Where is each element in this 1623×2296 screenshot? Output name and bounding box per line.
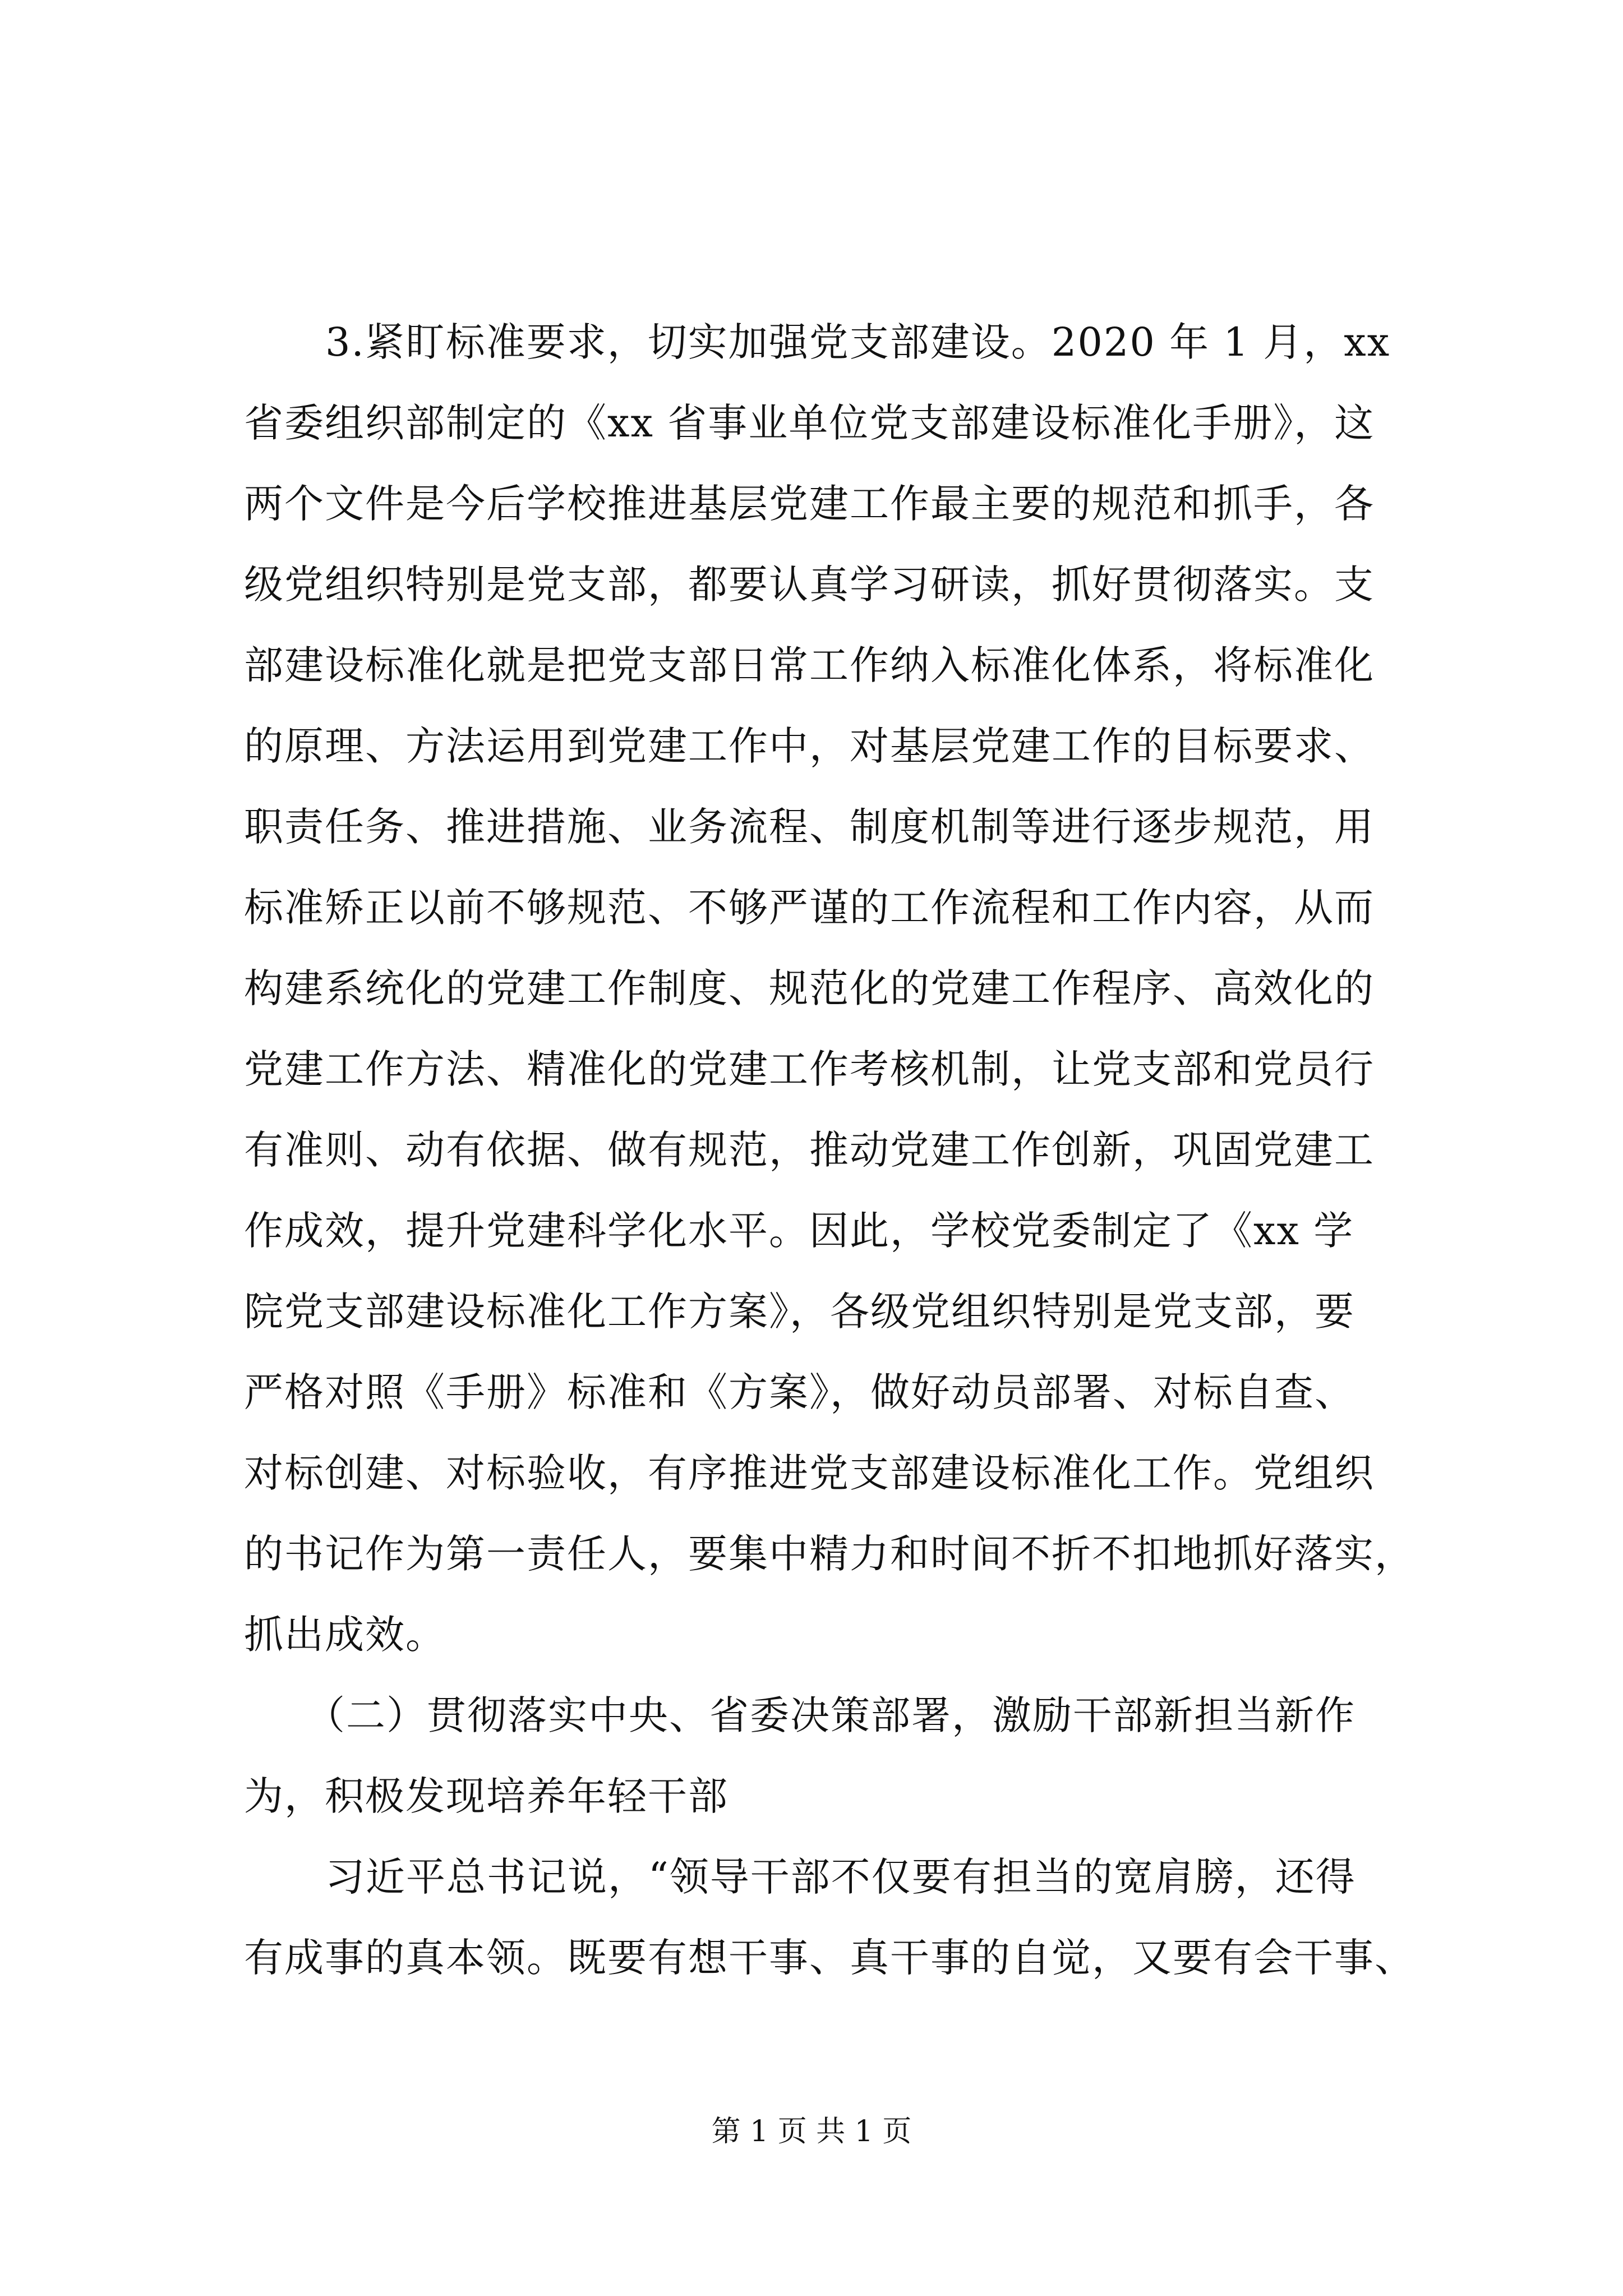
text-line: 部建设标准化就是把党支部日常工作纳入标准化体系，将标准化	[244, 642, 1375, 688]
text-line: 构建系统化的党建工作制度、规范化的党建工作程序、高效化的	[244, 965, 1375, 1011]
text-line: 习近平总书记说，“领导干部不仅要有担当的宽肩膀，还得	[325, 1854, 1356, 1900]
text-line: 3.紧盯标准要求，切实加强党支部建设。2020 年 1 月，xx	[325, 319, 1391, 365]
text-line: 党建工作方法、精准化的党建工作考核机制，让党支部和党员行	[244, 1046, 1375, 1092]
text-line: 的书记作为第一责任人，要集中精力和时间不折不扣地抓好落实，	[244, 1531, 1415, 1577]
text-line: 抓出成效。	[244, 1612, 446, 1658]
text-line: 作成效，提升党建科学化水平。因此，学校党委制定了《xx 学	[244, 1208, 1354, 1254]
text-line: 标准矫正以前不够规范、不够严谨的工作流程和工作内容，从而	[244, 885, 1375, 931]
text-line: 级党组织特别是党支部，都要认真学习研读，抓好贯彻落实。支	[244, 562, 1375, 608]
text-line: 省委组织部制定的《xx 省事业单位党支部建设标准化手册》，这	[244, 400, 1375, 446]
text-line: 职责任务、推进措施、业务流程、制度机制等进行逐步规范，用	[244, 804, 1375, 850]
text-line: 院党支部建设标准化工作方案》，各级党组织特别是党支部，要	[244, 1289, 1355, 1335]
section-heading-line: 为，积极发现培养年轻干部	[244, 1773, 728, 1819]
text-line: 有准则、动有依据、做有规范，推动党建工作创新，巩固党建工	[244, 1127, 1375, 1173]
text-line: 对标创建、对标验收，有序推进党支部建设标准化工作。党组织	[244, 1450, 1375, 1496]
page-number-footer: 第 1 页 共 1 页	[711, 2115, 912, 2148]
text-line: 有成事的真本领。既要有想干事、真干事的自觉，又要有会干事、	[244, 1935, 1415, 1981]
text-line: 两个文件是今后学校推进基层党建工作最主要的规范和抓手，各	[244, 481, 1375, 527]
text-line: 的原理、方法运用到党建工作中，对基层党建工作的目标要求、	[244, 723, 1375, 769]
section-heading-line: （二）贯彻落实中央、省委决策部署，激励干部新担当新作	[306, 1692, 1355, 1738]
text-line: 严格对照《手册》标准和《方案》，做好动员部署、对标自查、	[244, 1369, 1355, 1415]
